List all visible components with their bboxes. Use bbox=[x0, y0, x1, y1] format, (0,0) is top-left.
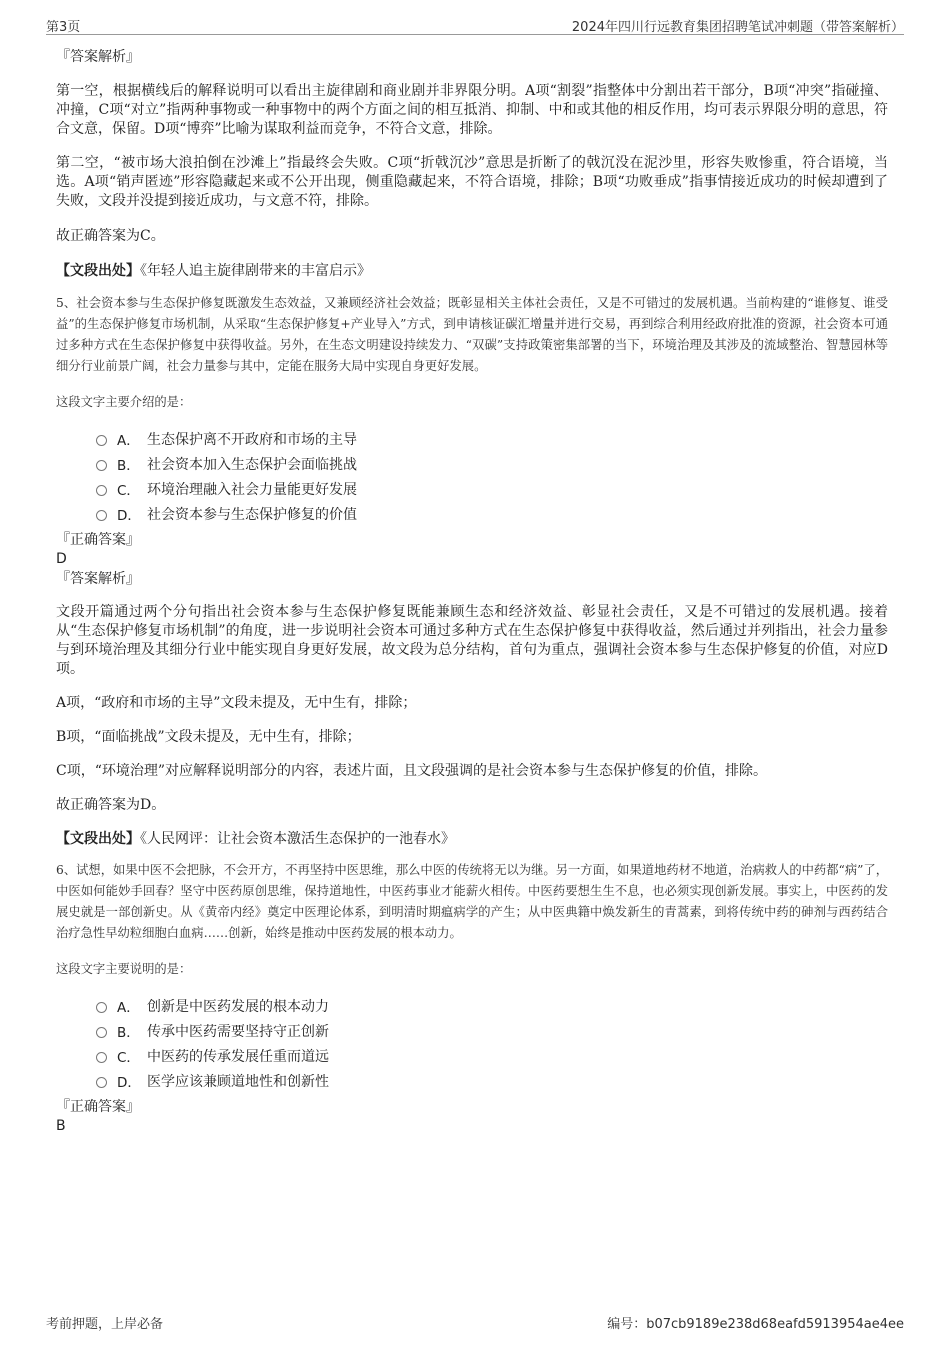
page-number: 第3页 bbox=[46, 20, 81, 35]
q5-answer-label: 『正确答案』 bbox=[56, 532, 140, 548]
q5-elim-b: B项，“面临挑战”文段未提及，无中生有，排除； bbox=[56, 729, 361, 745]
q5-option-d[interactable]: D． 社会资本参与生态保护修复的价值 bbox=[96, 501, 888, 526]
q5-option-c[interactable]: C． 环境治理融入社会力量能更好发展 bbox=[96, 476, 888, 501]
q4-analysis-para1: 第一空，根据横线后的解释说明可以看出主旋律剧和商业剧并非界限分明。A项“割裂”指整体中分割出若干部分，B项“冲突”指碰撞、冲撞，C项“对立”指两种事物或一种事物中的两个方面之间的相互抵消、抑制、中和或其他的相反作用，均可表示界限分明的意思，符合文意，保留。D项“博弈”比喻为谋取利益而竞争，不符合文意，排除。 bbox=[56, 83, 888, 137]
q5-source-title: 《人民网评：让社会资本激活生态保护的一池春水》 bbox=[140, 831, 455, 847]
q4-analysis-para2: 第二空，“被市场大浪拍倒在沙滩上”指最终会失败。C项“折戟沉沙”意思是折断了的戟沉没在泥沙里，形容失败惨重，符合语境，当选。A项“销声匿迹”形容隐藏起来或不公开出现，侧重隐藏起来，不符合语境，排除；B项“功败垂成”指事情接近成功的时候却遭到了失败，文段并没提到接近成功，与文意不符，排除。 bbox=[56, 155, 888, 209]
q5-option-a[interactable]: A． 生态保护离不开政府和市场的主导 bbox=[96, 426, 888, 451]
q5-option-b[interactable]: B． 社会资本加入生态保护会面临挑战 bbox=[96, 451, 888, 476]
q4-source-label: 【文段出处】 bbox=[56, 263, 140, 279]
q5-source-label: 【文段出处】 bbox=[56, 831, 140, 847]
page-header bbox=[46, 14, 904, 35]
radio-icon[interactable] bbox=[96, 1002, 107, 1013]
q5-options bbox=[96, 426, 888, 526]
q5-prompt: 这段文字主要介绍的是： bbox=[56, 395, 192, 409]
q6-option-a[interactable]: A． 创新是中医药发展的根本动力 bbox=[96, 993, 888, 1018]
q5-analysis: 文段开篇通过两个分句指出社会资本参与生态保护修复既能兼顾生态和经济效益、彰显社会责任，又是不可错过的发展机遇。接着从“生态保护修复市场机制”的角度，进一步说明社会资本可通过多种方式在生态保护修复中获得收益，然后通过并列指出，社会力量参与到环境治理及其细分行业中能实现自身更好发展，故文段为总分结构，首句为重点，强调社会资本参与生态保护修复的价值，对应D项。 bbox=[56, 604, 888, 677]
radio-icon[interactable] bbox=[96, 1077, 107, 1088]
radio-icon[interactable] bbox=[96, 435, 107, 446]
q5-source bbox=[56, 829, 888, 849]
q5-stem: 5、社会资本参与生态保护修复既激发生态效益，又兼顾经济社会效益；既彰显相关主体社会责任，又是不可错过的发展机遇。当前构建的“谁修复、谁受益”的生态保护修复市场机制，从采取“生态保护修复+产业导入”方式，到申请核证碳汇增量并进行交易，再到综合利用经政府批准的资源，社会资本可通过多种方式在生态保护修复中获得收益。另外，在生态文明建设持续发力、“双碳”支持政策密集部署的当下，环境治理及其涉及的流域整治、智慧园林等细分行业前景广阔，社会力量参与其中，定能在服务大局中实现自身更好发展。 bbox=[56, 296, 888, 373]
document-id: 编号：b07cb9189e238d68eafd5913954ae4ee bbox=[607, 1317, 904, 1332]
q4-source bbox=[56, 261, 888, 281]
q5-answer: D bbox=[56, 551, 67, 567]
footer-slogan: 考前押题，上岸必备 bbox=[46, 1317, 164, 1332]
q4-source-title: 《年轻人追主旋律剧带来的丰富启示》 bbox=[140, 263, 371, 279]
q5-elim-a: A项，“政府和市场的主导”文段未提及，无中生有，排除； bbox=[56, 695, 417, 711]
q6-prompt: 这段文字主要说明的是： bbox=[56, 962, 192, 976]
radio-icon[interactable] bbox=[96, 485, 107, 496]
radio-icon[interactable] bbox=[96, 1052, 107, 1063]
q5-conclusion: 故正确答案为D。 bbox=[56, 797, 166, 813]
q6-options bbox=[96, 993, 888, 1093]
q6-option-b[interactable]: B． 传承中医药需要坚持守正创新 bbox=[96, 1018, 888, 1043]
q5-analysis-label: 『答案解析』 bbox=[56, 571, 140, 587]
q6-option-d[interactable]: D． 医学应该兼顾道地性和创新性 bbox=[96, 1068, 888, 1093]
document-title: 2024年四川行远教育集团招聘笔试冲刺题（带答案解析） bbox=[571, 20, 904, 35]
q6-option-c[interactable]: C． 中医药的传承发展任重而道远 bbox=[96, 1043, 888, 1068]
page-content bbox=[56, 44, 888, 1135]
q4-analysis-label: 『答案解析』 bbox=[56, 49, 140, 65]
q5-elim-c: C项，“环境治理”对应解释说明部分的内容，表述片面，且文段强调的是社会资本参与生态保护修复的价值，排除。 bbox=[56, 763, 768, 779]
radio-icon[interactable] bbox=[96, 1027, 107, 1038]
q6-stem: 6、试想，如果中医不会把脉，不会开方，不再坚持中医思维，那么中医的传统将无以为继。另一方面，如果道地药材不地道，治病救人的中药都“病”了，中医如何能妙手回春？坚守中医药原创思维，保持道地性，中医药事业才能薪火相传。中医药要想生生不息，也必须实现创新发展。事实上，中医药的发展史就是一部创新史。从《黄帝内经》奠定中医理论体系，到明清时期瘟病学的产生；从中医典籍中焕发新生的青蒿素，到将传统中药的砷剂与西药结合治疗急性早幼粒细胞白血病……创新，始终是推动中医药发展的根本动力。 bbox=[56, 863, 888, 940]
q4-conclusion: 故正确答案为C。 bbox=[56, 228, 165, 244]
q6-answer: B bbox=[56, 1118, 66, 1134]
q6-answer-label: 『正确答案』 bbox=[56, 1099, 140, 1115]
radio-icon[interactable] bbox=[96, 460, 107, 471]
radio-icon[interactable] bbox=[96, 510, 107, 521]
